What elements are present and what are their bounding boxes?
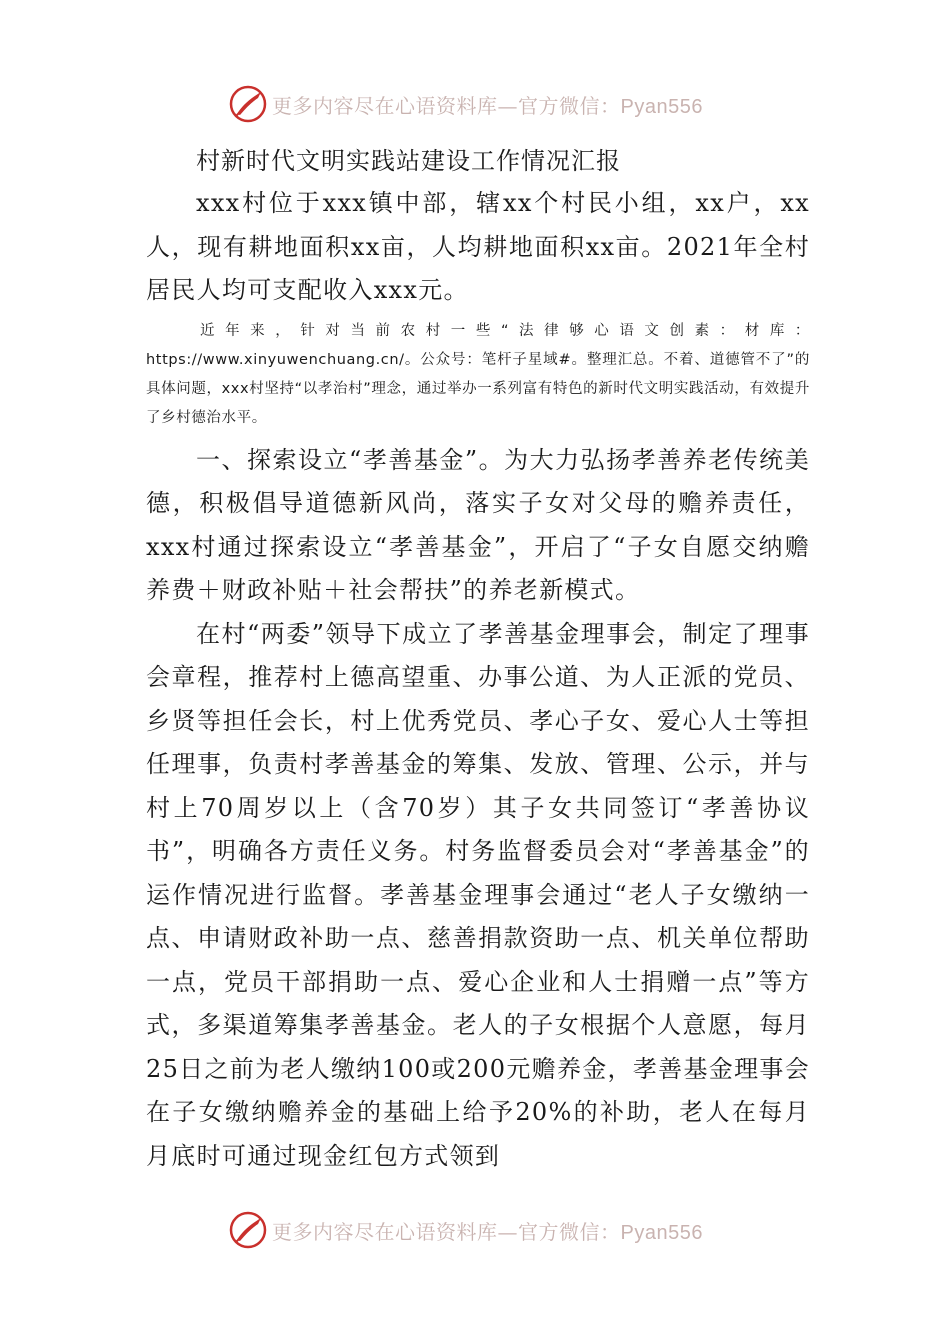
- pen-logo-icon: [228, 1210, 268, 1250]
- footer-watermark-text: 更多内容尽在心语资料库—官方微信：Pyan556: [272, 1219, 703, 1244]
- document-title: 村新时代文明实践站建设工作情况汇报: [196, 147, 621, 175]
- footer-watermark-banner: [228, 1208, 748, 1252]
- document-body: [146, 140, 810, 1178]
- header-watermark-text: 更多内容尽在心语资料库—官方微信：Pyan556: [272, 93, 703, 118]
- header-watermark-banner: [228, 82, 748, 126]
- pen-logo-icon: [228, 84, 268, 124]
- paragraph-section-one: 一、探索设立“孝善基金”。为大力弘扬孝善养老传统美德，积极倡导道德新风尚，落实子女对父母的赡养责任，xxx村通过探索设立“孝善基金”，开启了“子女自愿交纳赡养费＋财政补贴＋社会帮扶”的养老新模式。: [146, 445, 810, 604]
- paragraph-fund-details: 在村“两委”领导下成立了孝善基金理事会，制定了理事会章程，推荐村上德高望重、办事公道、为人正派的党员、乡贤等担任会长，村上优秀党员、孝心子女、爱心人士等担任理事，负责村孝善基金的筹集、发放、管理、公示，并与村上70周岁以上（含70岁）其子女共同签订“孝善协议书”，明确各方责任义务。村务监督委员会对“孝善基金”的运作情况进行监督。孝善基金理事会通过“老人子女缴纳一点、申请财政补助一点、慈善捐款资助一点、机关单位帮助一点，党员干部捐助一点、爱心企业和人士捐赠一点”等方式，多渠道筹集孝善基金。老人的子女根据个人意愿，每月25日之前为老人缴纳100或200元赡养金，孝善基金理事会在子女缴纳赡养金的基础上给予20%的补助，老人在每月月底时可通过现金红包方式领到: [146, 619, 810, 1170]
- paragraph-background: 近年来，针对当前农村一些“法律够心语文创素：材库：https://www.xinyuwenchuang.cn/。公众号：笔杆子星域#。整理汇总。不着、道德管不了”的具体问题，xxx村坚持“以孝治村”理念，通过举办一系列富有特色的新时代文明实践活动，有效提升了乡村德治水平。: [146, 322, 810, 426]
- paragraph-intro: xxx村位于xxx镇中部，辖xx个村民小组，xx户，xx人，现有耕地面积xx亩，人均耕地面积xx亩。2021年全村居民人均可支配收入xxx元。: [146, 189, 810, 304]
